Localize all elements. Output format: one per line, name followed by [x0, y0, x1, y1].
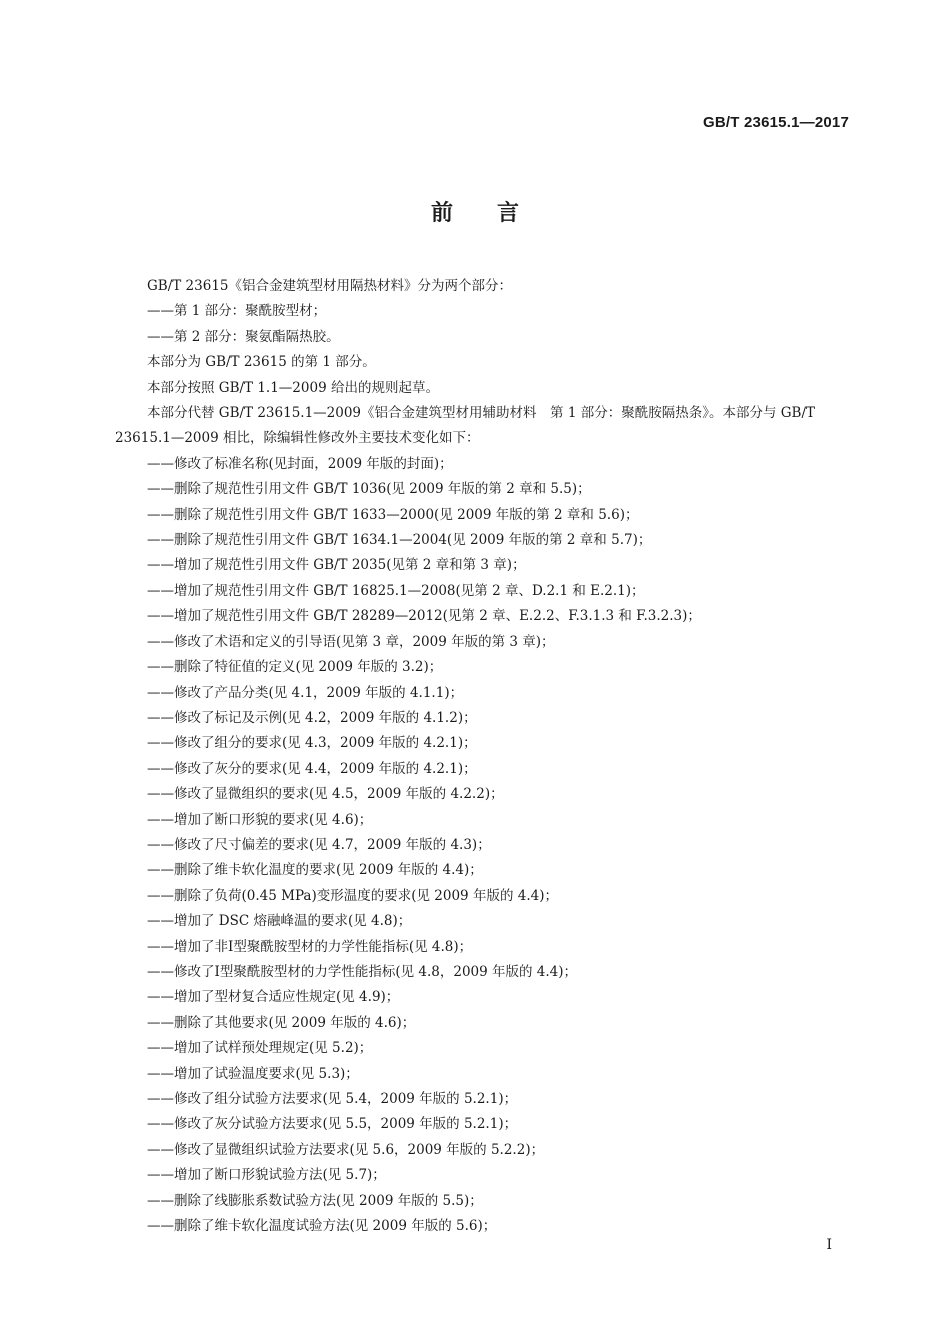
change-item: ——修改了灰分试验方法要求(见 5.5，2009 年版的 5.2.1)；: [147, 1116, 518, 1133]
change-item: ——删除了负荷(0.45 MPa)变形温度的要求(见 2009 年版的 4.4)；: [147, 887, 558, 904]
change-item: ——修改了标准名称(见封面，2009 年版的封面)；: [147, 455, 453, 472]
change-item: ——增加了断口形貌的要求(见 4.6)；: [147, 811, 373, 828]
change-item: ——修改了产品分类(见 4.1，2009 年版的 4.1.1)；: [147, 684, 464, 701]
intro-paragraph: 本部分按照 GB/T 1.1—2009 给出的规则起草。: [147, 379, 439, 396]
change-item: ——修改了组分的要求(见 4.3，2009 年版的 4.2.1)；: [147, 735, 477, 752]
page-number: I: [826, 1237, 832, 1253]
intro-paragraph: ——第 2 部分：聚氨酯隔热胶。: [147, 328, 340, 345]
document-code: GB/T 23615.1—2017: [703, 114, 849, 131]
change-item: ——增加了断口形貌试验方法(见 5.7)；: [147, 1167, 386, 1184]
change-item: ——删除了规范性引用文件 GB/T 1634.1—2004(见 2009 年版的第 2 章和 5.7)；: [147, 532, 652, 549]
intro-paragraph: ——第 1 部分：聚酰胺型材；: [147, 303, 327, 320]
change-item: ——修改了显微组织试验方法要求(见 5.6，2009 年版的 5.2.2)；: [147, 1141, 545, 1158]
change-item: ——删除了维卡软化温度的要求(见 2009 年版的 4.4)；: [147, 862, 483, 879]
change-item: ——修改了Ⅰ型聚酰胺型材的力学性能指标(见 4.8，2009 年版的 4.4)；: [147, 963, 578, 980]
change-item: ——修改了灰分的要求(见 4.4，2009 年版的 4.2.1)；: [147, 760, 477, 777]
change-item: ——删除了规范性引用文件 GB/T 1036(见 2009 年版的第 2 章和 5.5)；: [147, 481, 591, 498]
change-item: ——删除了其他要求(见 2009 年版的 4.6)；: [147, 1014, 416, 1031]
document-body: [115, 274, 852, 1239]
intro-paragraph: 本部分为 GB/T 23615 的第 1 部分。: [147, 354, 376, 371]
change-item: ——增加了非Ⅰ型聚酰胺型材的力学性能指标(见 4.8)；: [147, 938, 473, 955]
page-title: 前言: [430, 201, 563, 226]
change-item: ——修改了组分试验方法要求(见 5.4，2009 年版的 5.2.1)；: [147, 1091, 518, 1107]
intro-paragraph: GB/T 23615《铝合金建筑型材用隔热材料》分为两个部分：: [147, 278, 512, 294]
intro-paragraph: 本部分代替 GB/T 23615.1—2009《铝合金建筑型材用辅助材料 第 1 部分：聚酰胺隔热条》。本部分与 GB/T 23615.1—2009 相比，除编辑性修改外主要技术变化如下：: [115, 405, 815, 447]
change-item: ——删除了维卡软化温度试验方法(见 2009 年版的 5.6)；: [147, 1218, 497, 1235]
change-item: ——增加了型材复合适应性规定(见 4.9)；: [147, 989, 400, 1006]
change-item: ——删除了特征值的定义(见 2009 年版的 3.2)；: [147, 659, 443, 676]
change-item: ——增加了规范性引用文件 GB/T 16825.1—2008(见第 2 章、D.2.1 和 E.2.1)；: [147, 582, 645, 599]
change-item: ——修改了尺寸偏差的要求(见 4.7，2009 年版的 4.3)；: [147, 836, 491, 853]
change-item: ——增加了规范性引用文件 GB/T 2035(见第 2 章和第 3 章)；: [147, 557, 526, 574]
change-item: ——增加了试样预处理规定(见 5.2)；: [147, 1040, 373, 1057]
change-item: ——删除了线膨胀系数试验方法(见 2009 年版的 5.5)；: [147, 1192, 483, 1209]
change-item: ——修改了术语和定义的引导语(见第 3 章，2009 年版的第 3 章)；: [147, 633, 555, 650]
change-item: ——删除了规范性引用文件 GB/T 1633—2000(见 2009 年版的第 2 章和 5.6)；: [147, 506, 639, 523]
change-item: ——增加了试验温度要求(见 5.3)；: [147, 1065, 359, 1082]
change-item: ——修改了显微组织的要求(见 4.5，2009 年版的 4.2.2)；: [147, 786, 504, 803]
change-item: ——增加了 DSC 熔融峰温的要求(见 4.8)；: [147, 913, 412, 930]
change-item: ——修改了标记及示例(见 4.2，2009 年版的 4.1.2)；: [147, 709, 477, 726]
change-item: ——增加了规范性引用文件 GB/T 28289—2012(见第 2 章、E.2.2、F.3.1.3 和 F.3.2.3)；: [147, 608, 701, 625]
